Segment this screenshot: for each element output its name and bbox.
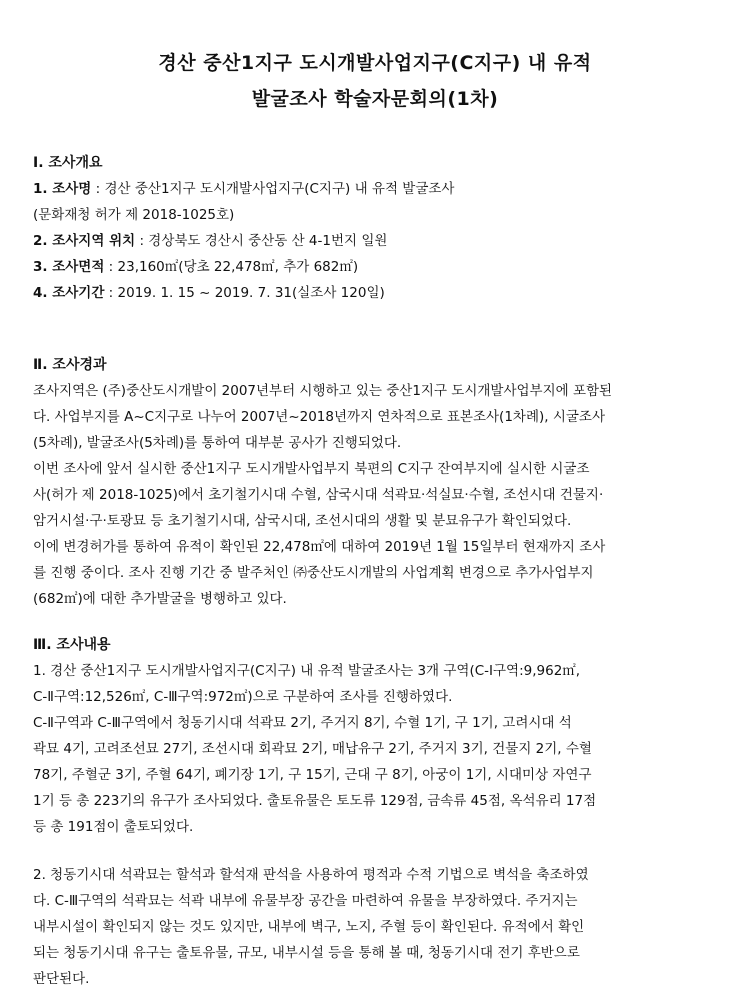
overview-item-value: : 23,160㎡(당초 22,478㎡, 추가 682㎡) xyxy=(104,259,359,275)
text-line: 다. C-Ⅲ구역의 석곽묘는 석곽 내부에 유물부장 공간을 마련하여 유물을 부장하였다. 주거지는 xyxy=(33,893,578,909)
text-line: 이에 변경허가를 통하여 유적이 확인된 22,478㎡에 대하여 2019년 1월 15일부터 현재까지 조사 xyxy=(33,539,606,555)
overview-item-value: : 경산 중산1지구 도시개발사업지구(C지구) 내 유적 발굴조사 xyxy=(91,181,455,197)
overview-item-period xyxy=(33,280,719,306)
overview-item-name xyxy=(33,176,719,202)
text-line: 조사지역은 (주)중산도시개발이 2007년부터 시행하고 있는 중산1지구 도시개발사업부지에 포함된 xyxy=(33,383,613,399)
text-line: 2. 청동기시대 석곽묘는 할석과 할석재 판석을 사용하여 평적과 수적 기법으로 벽석을 축조하였 xyxy=(33,867,589,883)
text-line: 되는 청동기시대 유구는 출토유물, 규모, 내부시설 등을 통해 볼 때, 청동기시대 전기 후반으로 xyxy=(33,945,580,961)
text-line: 판단된다. xyxy=(33,971,90,987)
overview-item-label: 2. 조사지역 위치 xyxy=(33,233,136,249)
text-line: 내부시설이 확인되지 않는 것도 있지만, 내부에 벽구, 노지, 주혈 등이 확인된다. 유적에서 확인 xyxy=(33,919,585,935)
text-line: C-Ⅱ구역과 C-Ⅲ구역에서 청동기시대 석곽묘 2기, 주거지 8기, 수혈 1기, 구 1기, 고려시대 석 xyxy=(33,715,572,731)
section-3-heading: Ⅲ. 조사내용 xyxy=(33,637,111,653)
overview-item-label: 4. 조사기간 xyxy=(33,285,105,301)
overview-item-location xyxy=(33,228,719,254)
text-line: C-Ⅱ구역:12,526㎡, C-Ⅲ구역:972㎡)으로 구분하여 조사를 진행하였다. xyxy=(33,689,453,705)
text-line: 를 진행 중이다. 조사 진행 기간 중 발주처인 ㈜중산도시개발의 사업계획 변경으로 추가사업부지 xyxy=(33,565,594,581)
text-line: 1. 경산 중산1지구 도시개발사업지구(C지구) 내 유적 발굴조사는 3개 구역(C-Ⅰ구역:9,962㎡, xyxy=(33,663,581,679)
text-line: 곽묘 4기, 고려조선묘 27기, 조선시대 회곽묘 2기, 매납유구 2기, 주거지 3기, 건물지 2기, 수혈 xyxy=(33,741,592,757)
text-line: 이번 조사에 앞서 실시한 중산1지구 도시개발사업부지 북편의 C지구 잔여부지에 실시한 시굴조 xyxy=(33,461,590,477)
overview-item-label: 1. 조사명 xyxy=(33,181,92,197)
text-line: 암거시설·구·토광묘 등 초기철기시대, 삼국시대, 조선시대의 생활 및 분묘유구가 확인되었다. xyxy=(33,513,572,529)
text-line: 등 총 191점이 출토되었다. xyxy=(33,819,194,835)
text-line: (682㎡)에 대한 추가발굴을 병행하고 있다. xyxy=(33,591,287,607)
overview-item-value: : 2019. 1. 15 ~ 2019. 7. 31(실조사 120일) xyxy=(104,285,385,301)
text-line: 78기, 주혈군 3기, 주혈 64기, 폐기장 1기, 구 15기, 근대 구 8기, 아궁이 1기, 시대미상 자연구 xyxy=(33,767,592,783)
document-title-line-2: 발굴조사 학술자문회의(1차) xyxy=(251,88,499,110)
overview-item-value: (문화재청 허가 제 2018-1025호) xyxy=(33,207,235,223)
text-line: 다. 사업부지를 A~C지구로 나누어 2007년~2018년까지 연차적으로 표본조사(1차례), 시굴조사 xyxy=(33,409,606,425)
section-1-heading: Ⅰ. 조사개요 xyxy=(33,155,103,171)
text-line: 1기 등 총 223기의 유구가 조사되었다. 출토유물은 토도류 129점, 금속류 45점, 옥석유리 17점 xyxy=(33,793,597,809)
text-line: 사(허가 제 2018-1025)에서 초기철기시대 수혈, 삼국시대 석곽묘·석실묘·수혈, 조선시대 건물지· xyxy=(33,487,604,503)
text-line: (5차례), 발굴조사(5차례)를 통하여 대부분 공사가 진행되었다. xyxy=(33,435,402,451)
document-body xyxy=(33,150,719,992)
overview-item-area xyxy=(33,254,719,280)
overview-item-value: : 경상북도 경산시 중산동 산 4-1번지 일원 xyxy=(135,233,388,249)
document-title-line-1: 경산 중산1지구 도시개발사업지구(C지구) 내 유적 xyxy=(158,52,592,74)
overview-item-permit xyxy=(33,202,719,228)
section-2-heading: Ⅱ. 조사경과 xyxy=(33,357,107,373)
overview-item-label: 3. 조사면적 xyxy=(33,259,105,275)
